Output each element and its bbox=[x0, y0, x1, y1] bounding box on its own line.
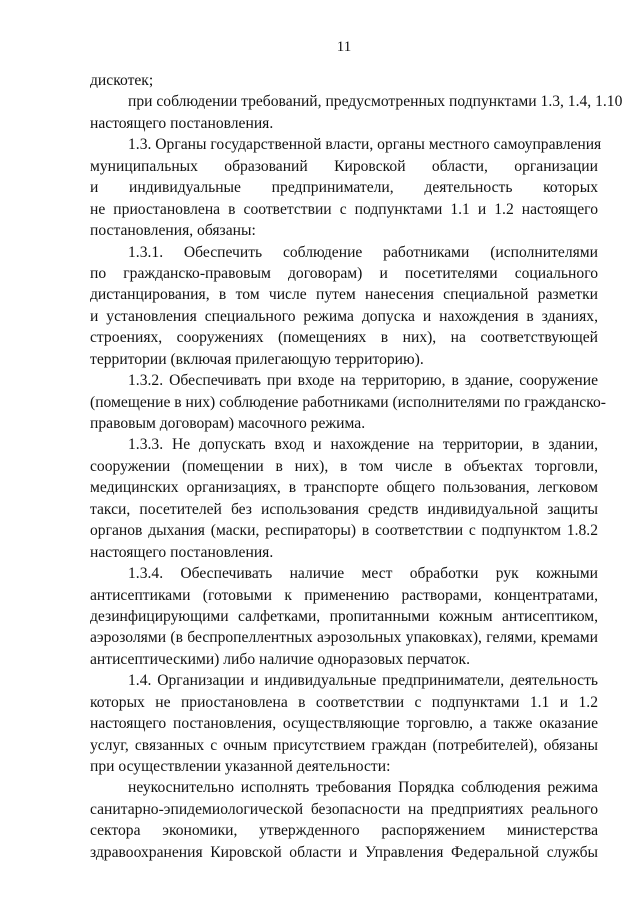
text-line: санитарно-эпидемиологической безопасности на предприятиях реального bbox=[90, 800, 598, 818]
text-line: неукоснительно исполнять требования Порядка соблюдения режима bbox=[128, 779, 598, 797]
text-line: дистанцирования, в том числе путем нанесения специальной разметки bbox=[90, 286, 598, 304]
text-line: 1.3.2. Обеспечивать при входе на территорию, в здание, сооружение bbox=[128, 372, 598, 390]
text-line: при осуществлении указанной деятельности: bbox=[90, 758, 391, 775]
text-line: по гражданско-правовым договорам) и посетителями социального bbox=[90, 264, 598, 282]
text-line: услуг, связанных с очным присутствием граждан (потребителей), обязаны bbox=[90, 736, 598, 754]
text-line: сектора экономики, утвержденного распоряжением министерства bbox=[90, 822, 598, 840]
text-line: медицинских организациях, в транспорте общего пользования, легковом bbox=[90, 479, 598, 497]
text-line: здравоохранения Кировской области и Управления Федеральной службы bbox=[90, 843, 598, 861]
text-line: 1.3. Органы государственной власти, органы местного самоуправления bbox=[128, 136, 602, 154]
text-line: которых не приостановлена в соответствии с подпунктами 1.1 и 1.2 bbox=[90, 693, 598, 711]
text-line: 1.3.4. Обеспечивать наличие мест обработки рук кожными bbox=[128, 565, 598, 583]
page-number: 11 bbox=[336, 39, 352, 55]
text-line: 1.3.1. Обеспечить соблюдение работниками (исполнителями bbox=[128, 243, 598, 261]
document-page bbox=[90, 0, 623, 905]
text-line: настоящего постановления. bbox=[90, 543, 274, 561]
text-line: дезинфицирующими салфетками, пропитанными кожным антисептиком, bbox=[90, 607, 598, 625]
text-line: строениях, сооружениях (помещениях в них), на соответствующей bbox=[90, 329, 598, 347]
text-line: 1.3.3. Не допускать вход и нахождение на территории, в здании, bbox=[128, 436, 598, 454]
text-line: правовым договорам) масочного режима. bbox=[90, 415, 366, 432]
text-line: муниципальных образований Кировской области, организации bbox=[90, 157, 598, 175]
text-line: настоящего постановления, осуществляющие торговлю, а также оказание bbox=[90, 715, 598, 733]
text-line: антисептиками (готовыми к применению растворами, концентратами, bbox=[90, 586, 598, 604]
text-line: (помещение в них) соблюдение работниками (исполнителями по гражданско- bbox=[90, 393, 606, 411]
text-line: при соблюдении требований, предусмотренных подпунктами 1.3, 1.4, 1.10 bbox=[128, 93, 623, 111]
text-line: и установления специального режима допуска и нахождения в зданиях, bbox=[90, 307, 598, 325]
text-line: органов дыхания (маски, респираторы) в соответствии с подпунктом 1.8.2 bbox=[90, 522, 598, 540]
text-line: территории (включая прилегающую территорию). bbox=[90, 350, 424, 368]
text-line: такси, посетителей без использования средств индивидуальной защиты bbox=[90, 500, 598, 518]
text-line: антисептическими) либо наличие одноразовых перчаток. bbox=[90, 650, 471, 668]
text-line: дискотек; bbox=[90, 72, 154, 89]
text-line: не приостановлена в соответствии с подпунктами 1.1 и 1.2 настоящего bbox=[90, 200, 598, 218]
text-line: 1.4. Организации и индивидуальные предприниматели, деятельность bbox=[128, 672, 598, 690]
text-line: аэрозолями (в беспропеллентных аэрозольных упаковках), гелями, кремами bbox=[90, 629, 598, 647]
document-body bbox=[90, 70, 623, 863]
text-line: сооружении (помещении в них), в том числе в объектах торговли, bbox=[90, 457, 598, 475]
text-line: постановления, обязаны: bbox=[90, 222, 256, 240]
text-line: и индивидуальные предприниматели, деятельность которых bbox=[90, 179, 598, 197]
text-line: настоящего постановления. bbox=[90, 114, 274, 132]
